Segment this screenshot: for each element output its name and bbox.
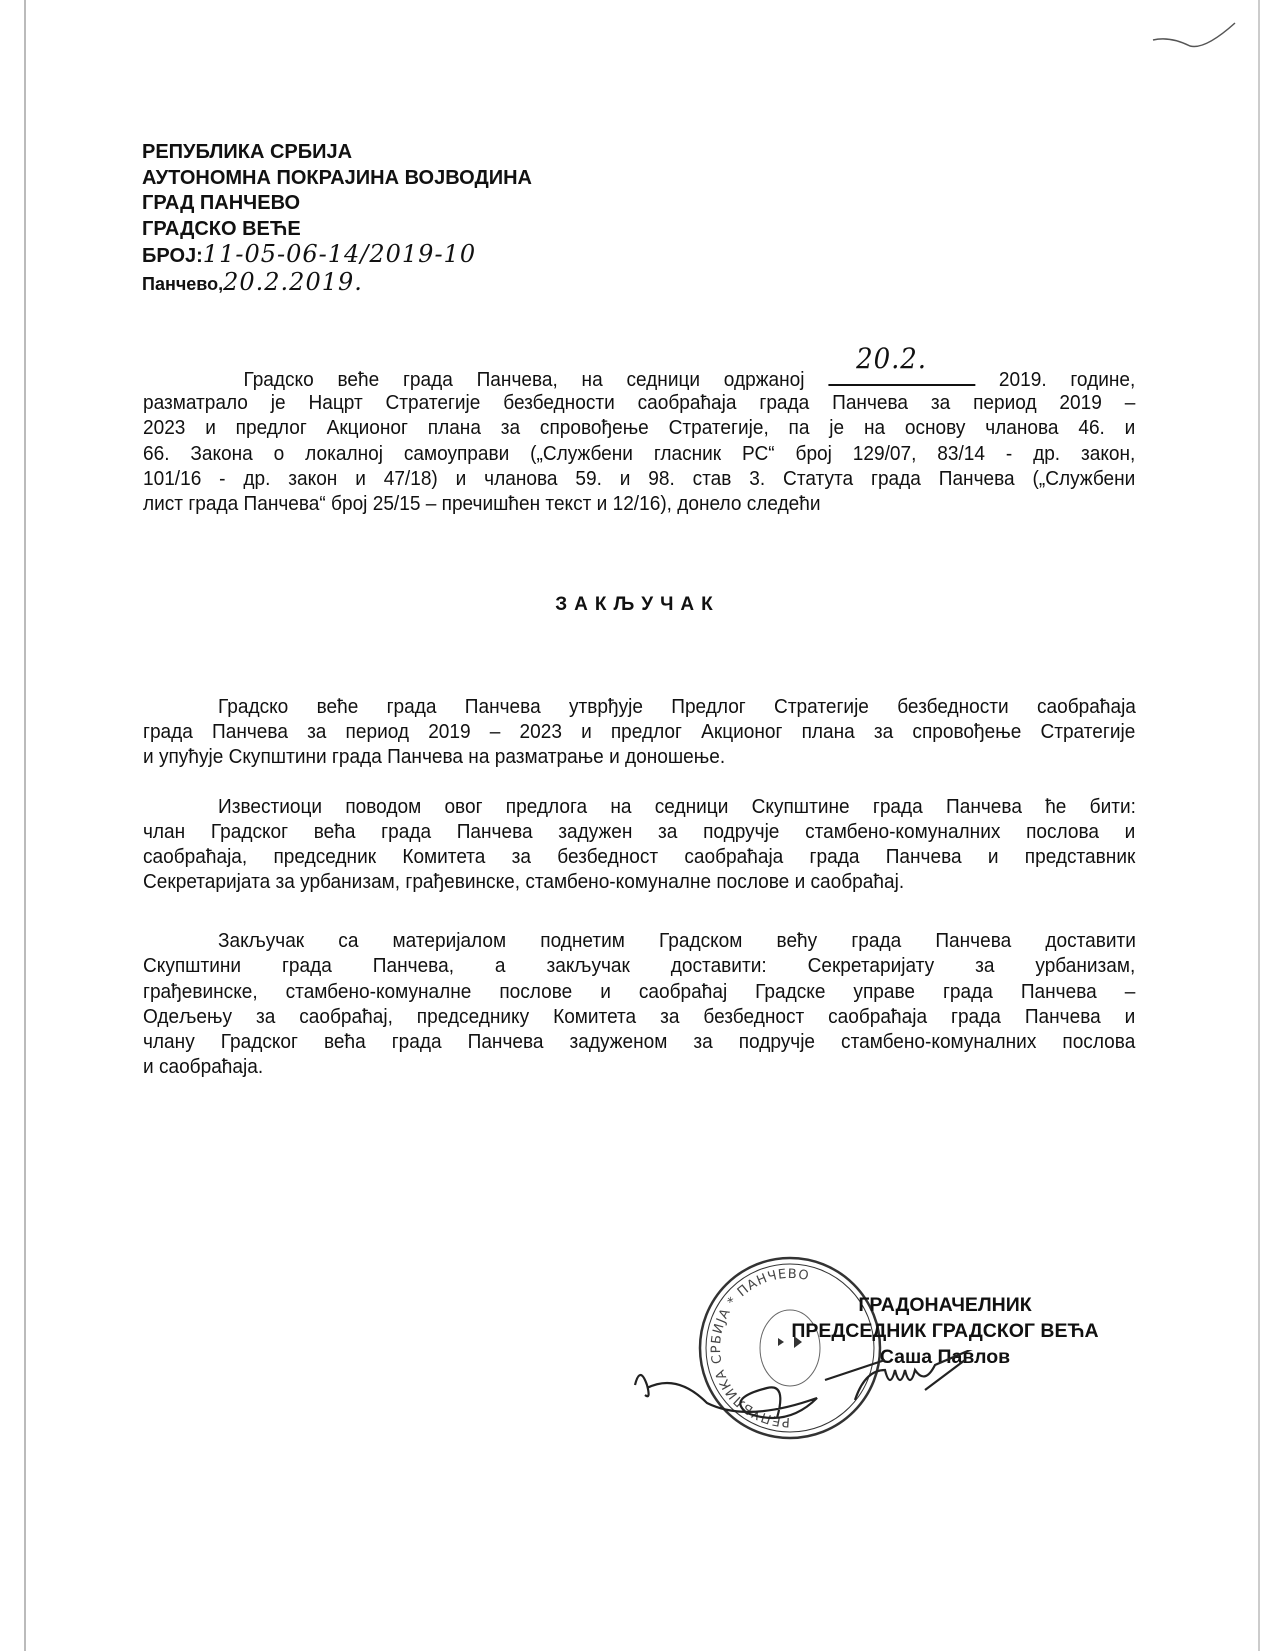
paragraph-3-line: грађевинске, стамбено-комуналне послове и саобраћај Градске управе града Панчева – xyxy=(143,980,1136,1003)
handwritten-session-date: 20.2. xyxy=(856,342,928,375)
paragraph-2-line: члан Градског већа града Панчева задужен за подручје стамбено-комуналних послова и xyxy=(143,820,1136,843)
signature-title-mayor: ГРАДОНАЧЕЛНИК xyxy=(858,1294,1032,1316)
paragraph-3-line: Закључак са материјалом поднетим Градском већу града Панчева доставити xyxy=(218,929,1136,952)
header-line: РЕПУБЛИКА СРБИЈА xyxy=(142,141,353,163)
paragraph-3-line: Одељењу за саобраћај, председнику Комитета за безбедност саобраћаја града Панчева и xyxy=(143,1005,1136,1028)
signatory-name: Саша Павлов xyxy=(879,1346,1011,1368)
header-line: ГРАД ПАНЧЕВО xyxy=(142,192,301,214)
intro-line: 101/16 - др. закон и 47/18) и чланова 59. и 98. став 3. Статута града Панчева („Службени xyxy=(143,467,1136,490)
paragraph-1-line: Градско веће града Панчева утврђује Предлог Стратегије безбедности саобраћаја xyxy=(218,695,1136,718)
signature-title-council-president: ПРЕДСЕДНИК ГРАДСКОГ ВЕЋА xyxy=(791,1320,1099,1342)
number-label: БРОЈ: xyxy=(142,245,203,267)
intro-line: 66. Закона о локалној самоуправи („Службени гласник РС“ број 129/07, 83/14 - др. закон, xyxy=(143,442,1136,465)
document-header xyxy=(142,140,532,297)
svg-text:РЕПУБЛИКА СРБИЈА * ПАНЧЕВО: РЕПУБЛИКА СРБИЈА * ПАНЧЕВО xyxy=(709,1266,811,1430)
scan-edge-left xyxy=(24,0,26,1651)
handwritten-check-mark xyxy=(1150,18,1240,58)
place-label: Панчево, xyxy=(142,273,224,294)
header-line: АУТОНОМНА ПОКРАЈИНА ВОЈВОДИНА xyxy=(142,166,532,189)
session-date-blank xyxy=(828,342,975,386)
paragraph-3-line: и саобраћаја. xyxy=(143,1055,264,1078)
handwritten-number: 11-05-06-14/2019-10 xyxy=(202,240,477,268)
handwritten-signature xyxy=(625,1350,1075,1440)
paragraph-3-line: члану Градског већа града Панчева задуженом за подручје стамбено-комуналних послова xyxy=(143,1030,1136,1053)
intro-line: 2023 и предлог Акционог плана за спровођење Стратегије, па је на основу чланова 46. и xyxy=(143,416,1136,439)
paragraph-2-line: Секретаријата за урбанизам, грађевинске, стамбено-комуналне послове и саобраћај. xyxy=(143,870,905,893)
scan-edge-right xyxy=(1258,0,1260,1651)
paragraph-3-line: Скупштини града Панчева, а закључак доставити: Секретаријату за урбанизам, xyxy=(143,954,1136,977)
intro-line: разматрало је Нацрт Стратегије безбедности саобраћаја града Панчева за период 2019 – xyxy=(143,391,1136,414)
document-title: ЗАКЉУЧАК xyxy=(555,594,720,615)
paragraph-1-line: и упућује Скупштини града Панчева на разматрање и доношење. xyxy=(143,745,726,768)
header-line: ГРАДСКО ВЕЋЕ xyxy=(142,217,301,240)
intro-text: Градско веће града Панчева, на седници одржаној xyxy=(243,368,805,391)
paragraph-2-line: саобраћаја, председник Комитета за безбедност саобраћаја града Панчева и представник xyxy=(143,845,1136,868)
intro-line: лист града Панчева“ број 25/15 – пречишћен текст и 12/16), донело следећи xyxy=(143,492,821,515)
intro-text: 2019. године, xyxy=(998,368,1136,391)
paragraph-2-line: Известиоци поводом овог предлога на седници Скупштине града Панчева ће бити: xyxy=(218,795,1136,818)
handwritten-date: 20.2.2019. xyxy=(223,267,363,296)
intro-line-1 xyxy=(143,342,1136,392)
document-place-date xyxy=(142,267,532,298)
paragraph-1-line: града Панчева за период 2019 – 2023 и предлог Акционог плана за спровођење Стратегије xyxy=(143,720,1136,743)
document-number xyxy=(142,242,532,270)
